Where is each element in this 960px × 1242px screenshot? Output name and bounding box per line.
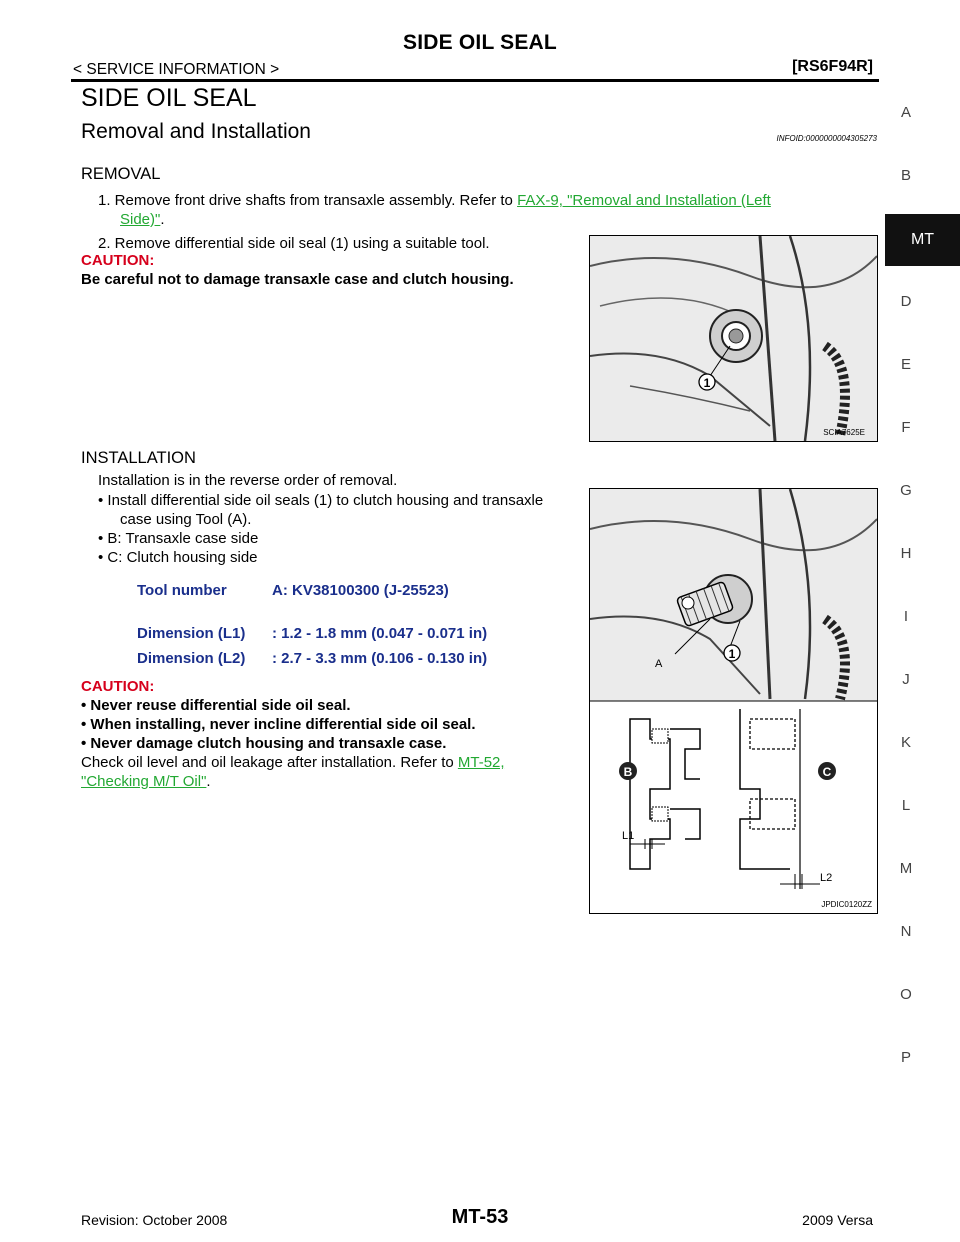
check-oil-end: .	[206, 773, 211, 790]
installation-heading: INSTALLATION	[81, 449, 196, 467]
index-letter-f[interactable]: F	[901, 419, 911, 436]
figure-callout-l2: L2	[820, 872, 833, 884]
removal-figure-drawing	[590, 236, 877, 441]
figure-callout-c: C	[822, 765, 832, 779]
index-letter-p[interactable]: P	[900, 1049, 911, 1066]
subsection-title: Removal and Installation	[81, 120, 311, 143]
index-letter-g[interactable]: G	[900, 482, 912, 499]
installation-figure	[589, 488, 878, 914]
footer-page-number: MT-53	[451, 1206, 509, 1228]
caution-item-2: • When installing, never incline differential side oil seal.	[81, 716, 476, 733]
spec-l1-value: : 1.2 - 1.8 mm (0.047 - 0.071 in)	[272, 625, 488, 642]
index-letter-a[interactable]: A	[900, 104, 911, 121]
figure-callout-b: B	[623, 765, 633, 779]
installation-bullet-1: • Install differential side oil seals (1) to clutch housing and transaxle	[98, 492, 544, 509]
index-letter-h[interactable]: H	[900, 545, 912, 562]
spec-l2-label: Dimension (L2)	[137, 650, 246, 667]
check-oil-sentence: Check oil level and oil leakage after installation. Refer to	[81, 754, 458, 771]
figure-callout-1: 1	[703, 376, 711, 390]
check-oil-text-cont	[81, 772, 211, 792]
removal-caution-text: Be careful not to damage transaxle case and clutch housing.	[81, 271, 514, 288]
header-divider	[71, 79, 879, 82]
fax-9-link-cont[interactable]: Side)"	[120, 211, 161, 228]
installation-bullet-1-cont: case using Tool (A).	[120, 511, 252, 528]
installation-caution-label: CAUTION:	[81, 678, 155, 695]
figure-callout-l1: L1	[622, 830, 635, 842]
installation-intro: Installation is in the reverse order of removal.	[98, 472, 398, 489]
check-oil-text	[81, 753, 581, 773]
section-title: SIDE OIL SEAL	[81, 84, 257, 112]
index-letter-b[interactable]: B	[900, 167, 911, 184]
header-subtitle: < SERVICE INFORMATION >	[73, 61, 280, 78]
figure-callout-a: A	[655, 658, 663, 670]
index-letter-e[interactable]: E	[900, 356, 911, 373]
index-letter-l[interactable]: L	[901, 797, 911, 814]
figure-code-jpdic0120zz: JPDIC0120ZZ	[821, 900, 872, 909]
spec-l2-value: : 2.7 - 3.3 mm (0.106 - 0.130 in)	[272, 650, 488, 667]
installation-bullet-2: • B: Transaxle case side	[98, 530, 259, 547]
spec-tool-label: Tool number	[137, 582, 227, 599]
footer-vehicle: 2009 Versa	[802, 1212, 873, 1228]
mt-52-link[interactable]: MT-52,	[457, 754, 505, 771]
section-tab-mt[interactable]: MT	[885, 214, 960, 266]
fax-9-link[interactable]: FAX-9, "Removal and Installation (Left	[517, 192, 771, 209]
step-1-text: 1. Remove front drive shafts from transaxle assembly. Refer to	[98, 192, 518, 209]
caution-item-1: • Never reuse differential side oil seal.	[81, 697, 351, 714]
info-id: INFOID:0000000004305273	[776, 134, 877, 143]
spec-l1-label: Dimension (L1)	[137, 625, 246, 642]
header-model: [RS6F94R]	[792, 58, 873, 75]
index-letter-o[interactable]: O	[900, 986, 912, 1003]
footer-revision: Revision: October 2008	[81, 1212, 228, 1228]
caution-item-3: • Never damage clutch housing and transaxle case.	[81, 735, 447, 752]
checking-mt-oil-link[interactable]: "Checking M/T Oil"	[81, 773, 207, 790]
removal-caution-label: CAUTION:	[81, 252, 155, 269]
spec-tool-value: A: KV38100300 (J-25523)	[272, 582, 449, 599]
figure-code-scia7625e: SCIA7625E	[823, 428, 865, 437]
step-1-end: .	[160, 211, 165, 228]
index-letter-m[interactable]: M	[899, 860, 913, 877]
index-letter-i[interactable]: I	[903, 608, 909, 625]
index-letter-j[interactable]: J	[902, 671, 910, 688]
removal-step-1	[98, 191, 878, 211]
removal-figure	[589, 235, 878, 442]
index-letter-d[interactable]: D	[900, 293, 912, 310]
index-letter-k[interactable]: K	[900, 734, 911, 751]
figure-callout-1-install: 1	[728, 647, 736, 661]
removal-step-1-cont	[120, 210, 165, 230]
page-header-title: SIDE OIL SEAL	[403, 31, 557, 54]
removal-heading: REMOVAL	[81, 165, 161, 183]
installation-figure-drawing	[590, 489, 877, 913]
index-letter-n[interactable]: N	[900, 923, 912, 940]
installation-bullet-3: • C: Clutch housing side	[98, 549, 258, 566]
removal-step-2: 2. Remove differential side oil seal (1) using a suitable tool.	[98, 235, 490, 252]
